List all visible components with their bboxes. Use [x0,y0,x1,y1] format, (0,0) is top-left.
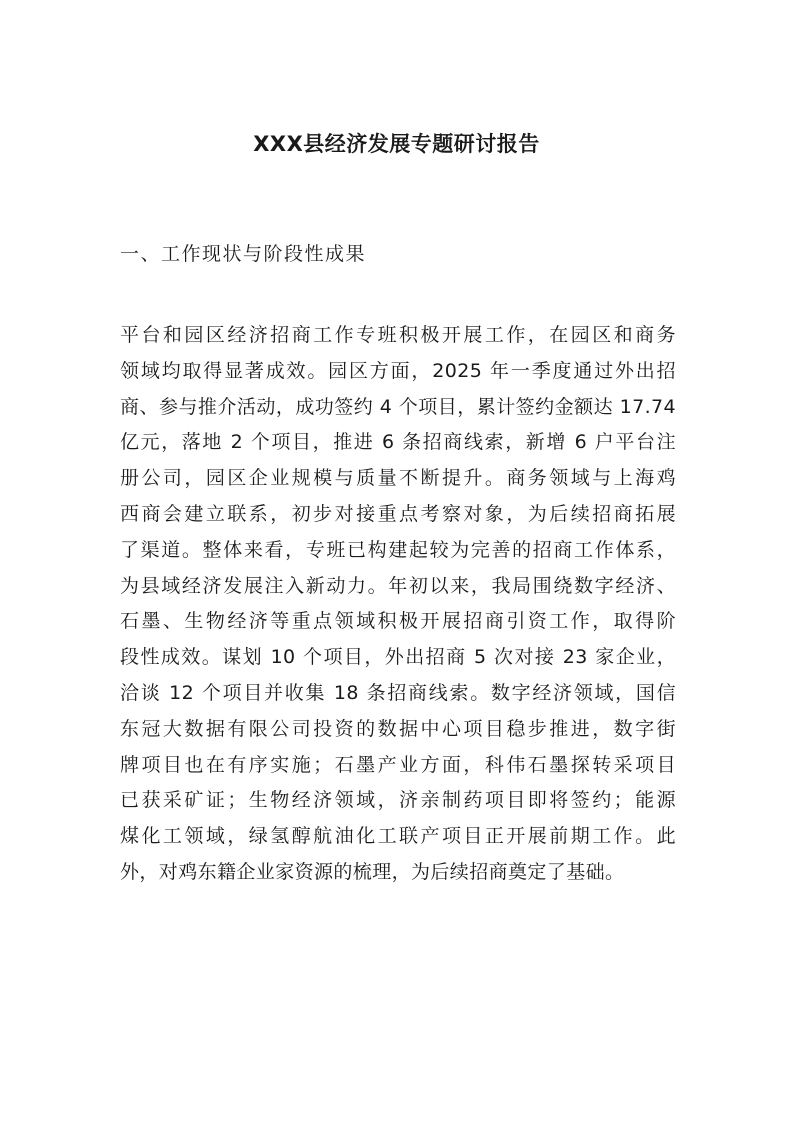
paragraph-line: 了渠道。整体来看，专班已构建起较为完善的招商工作体系， [120,538,676,561]
paragraph-line: 石墨、生物经济等重点领域积极开展招商引资工作，取得阶 [120,610,676,633]
paragraph-line: 商、参与推介活动，成功签约 4 个项目，累计签约金额达 17.74 [120,395,676,418]
paragraph-line: 领域均取得显著成效。园区方面，2025 年一季度通过外出招 [120,359,676,382]
paragraph-line: 洽谈 12 个项目并收集 18 条招商线索。数字经济领域，国信 [120,681,676,704]
paragraph-line: 西商会建立联系，初步对接重点考察对象，为后续招商拓展 [120,502,676,525]
document-title: XXX县经济发展专题研讨报告 [253,132,540,156]
paragraph-line: 段性成效。谋划 10 个项目，外出招商 5 次对接 23 家企业， [120,646,676,669]
paragraph-line: 亿元，落地 2 个项目，推进 6 条招商线索，新增 6 户平台注 [120,431,676,454]
paragraph-line: 外，对鸡东籍企业家资源的梳理，为后续招商奠定了基础。 [120,860,625,883]
paragraph-line: 为县域经济发展注入新动力。年初以来，我局围绕数字经济、 [120,574,676,597]
paragraph-line: 已获采矿证；生物经济领域，济亲制药项目即将签约；能源 [120,789,676,812]
section-heading: 一、工作现状与阶段性成果 [120,243,367,265]
paragraph-line: 平台和园区经济招商工作专班积极开展工作，在园区和商务 [120,324,676,346]
paragraph-line: 牌项目也在有序实施；石墨产业方面，科伟石墨探转采项目 [120,753,676,776]
paragraph-line: 册公司，园区企业规模与质量不断提升。商务领域与上海鸡 [120,467,676,490]
body-paragraph [120,318,676,891]
paragraph-line: 东冠大数据有限公司投资的数据中心项目稳步推进，数字街 [120,717,676,740]
paragraph-line: 煤化工领域，绿氢醇航油化工联产项目正开展前期工作。此 [120,825,676,848]
